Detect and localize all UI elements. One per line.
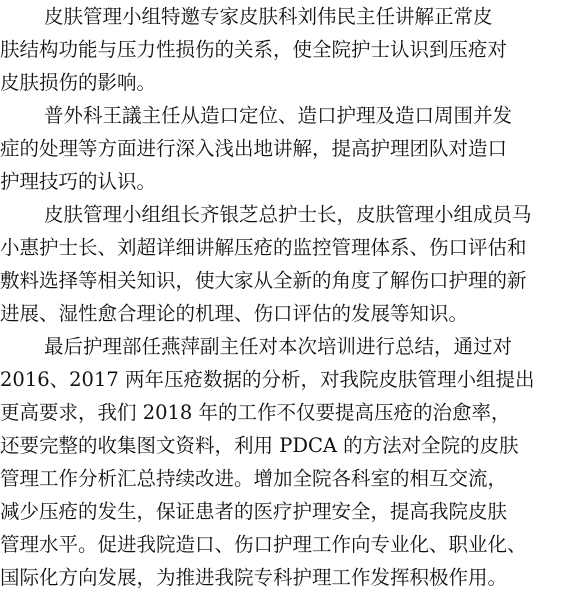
text-line: 症的处理等方面进行深入浅出地讲解，提高护理团队对造口: [0, 137, 508, 160]
text-line: 进展、湿性愈合理论的机理、伤口评估的发展等知识。: [0, 302, 469, 325]
text-line: 2016、2017 两年压疮数据的分析，对我院皮肤管理小组提出: [0, 368, 535, 391]
text-line: 更高要求，我们 2018 年的工作不仅要提高压疮的治愈率，: [0, 401, 511, 424]
text-line: 护理技巧的认识。: [0, 170, 157, 193]
text-line: 国际化方向发展，为推进我院专科护理工作发挥积极作用。: [0, 566, 508, 589]
text-line: 还要完整的收集图文资料，利用 PDCA 的方法对全院的皮肤: [0, 434, 519, 457]
text-line: 管理工作分析汇总持续改进。增加全院各科室的相互交流，: [0, 467, 508, 490]
text-line: 管理水平。促进我院造口、伤口护理工作向专业化、职业化、: [0, 533, 527, 556]
text-line: 减少压疮的发生，保证患者的医疗护理安全，提高我院皮肤: [0, 500, 508, 523]
text-line: 最后护理部任燕萍副主任对本次培训进行总结，通过对: [44, 335, 513, 358]
text-line: 皮肤损伤的影响。: [0, 71, 157, 94]
text-line: 肤结构功能与压力性损伤的关系，使全院护士认识到压疮对: [0, 38, 508, 61]
text-line: 小惠护士长、刘超详细讲解压疮的监控管理体系、伤口评估和: [0, 236, 527, 259]
text-line: 普外科王議主任从造口定位、造口护理及造口周围并发: [44, 104, 513, 127]
text-line: 敷料选择等相关知识，使大家从全新的角度了解伤口护理的新: [0, 269, 527, 292]
text-line: 皮肤管理小组特邀专家皮肤科刘伟民主任讲解正常皮: [44, 5, 493, 28]
text-line: 皮肤管理小组组长齐银芝总护士长，皮肤管理小组成员马: [44, 203, 532, 226]
